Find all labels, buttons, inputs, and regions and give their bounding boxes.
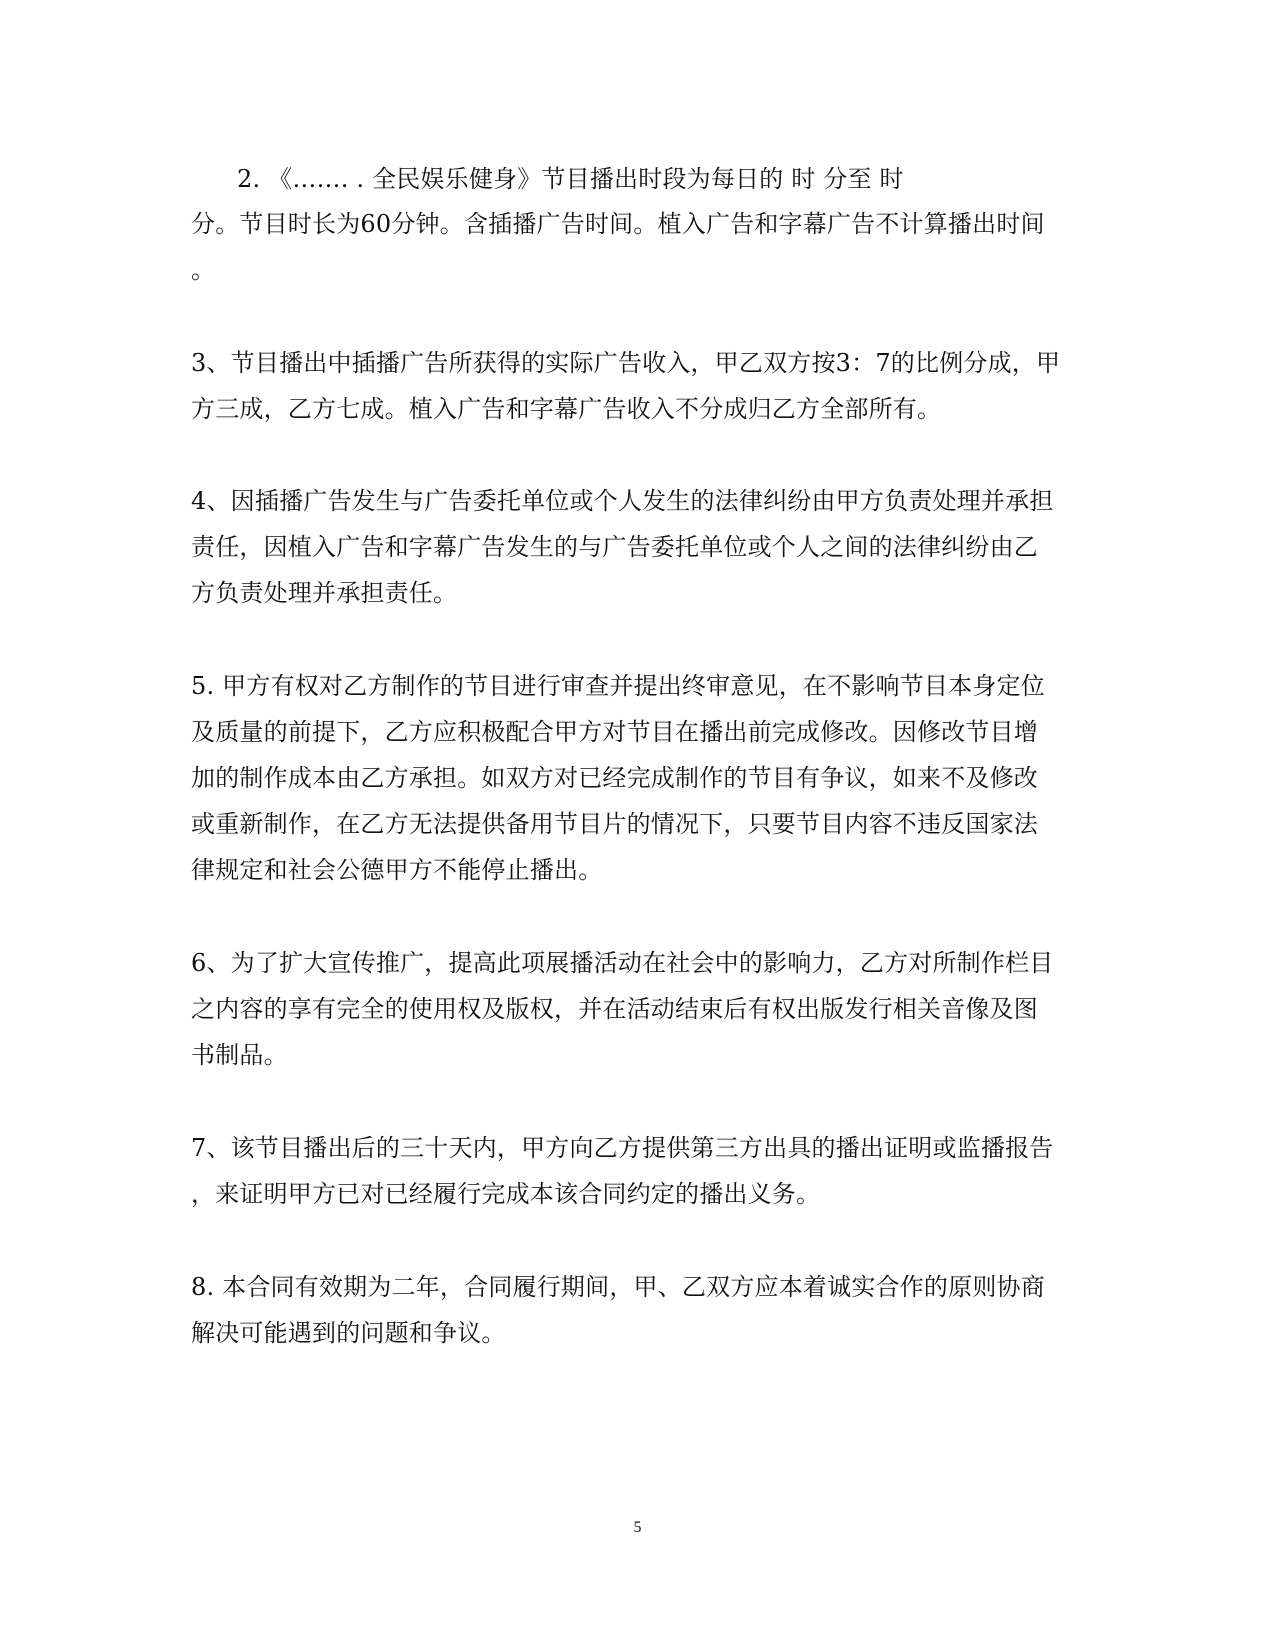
- paragraph-8-line-2: 解决可能遇到的问题和争议。: [191, 1319, 506, 1347]
- paragraph-4-line-3: 方负责处理并承担责任。: [191, 579, 458, 607]
- paragraph-6-line-1: 6、为了扩大宣传推广，提高此项展播活动在社会中的影响力，乙方对所制作栏目: [191, 949, 1054, 977]
- paragraph-8-line-1: 8. 本合同有效期为二年，合同履行期间，甲、乙双方应本着诚实合作的原则协商: [191, 1273, 1045, 1301]
- paragraph-5-line-1: 5. 甲方有权对乙方制作的节目进行审查并提出终审意见，在不影响节目本身定位: [191, 672, 1045, 700]
- paragraph-6-line-3: 书制品。: [191, 1041, 288, 1069]
- paragraph-2-line-2: 分。节目时长为60分钟。含插播广告时间。植入广告和字幕广告不计算播出时间: [191, 210, 1045, 238]
- paragraph-5-line-3: 加的制作成本由乙方承担。如双方对已经完成制作的节目有争议，如来不及修改: [191, 764, 1038, 792]
- paragraph-5-line-2: 及质量的前提下，乙方应积极配合甲方对节目在播出前完成修改。因修改节目增: [191, 718, 1038, 746]
- paragraph-3-line-2: 方三成，乙方七成。植入广告和字幕广告收入不分成归乙方全部所有。: [191, 395, 942, 423]
- paragraph-3-line-1: 3、节目播出中插播广告所获得的实际广告收入，甲乙双方按3：7的比例分成，甲: [191, 349, 1061, 377]
- paragraph-2-line-3: 。: [191, 256, 216, 284]
- paragraph-7-line-2: ，来证明甲方已对已经履行完成本该合同约定的播出义务。: [191, 1180, 821, 1208]
- paragraph-4-line-1: 4、因插播广告发生与广告委托单位或个人发生的法律纠纷由甲方负责处理并承担: [191, 487, 1054, 515]
- paragraph-5-line-5: 律规定和社会公德甲方不能停止播出。: [191, 856, 603, 884]
- paragraph-5-line-4: 或重新制作，在乙方无法提供备用节目片的情况下，只要节目内容不违反国家法: [191, 810, 1038, 838]
- paragraph-6-line-2: 之内容的享有完全的使用权及版权，并在活动结束后有权出版发行相关音像及图: [191, 995, 1038, 1023]
- paragraph-2-line-1: 2. 《……. . 全民娱乐健身》节目播出时段为每日的 时 分至 时: [237, 165, 904, 193]
- paragraph-4-line-2: 责任，因植入广告和字幕广告发生的与广告委托单位或个人之间的法律纠纷由乙: [191, 533, 1038, 561]
- page-number: 5: [633, 1519, 642, 1536]
- paragraph-7-line-1: 7、该节目播出后的三十天内，甲方向乙方提供第三方出具的播出证明或监播报告: [191, 1134, 1054, 1162]
